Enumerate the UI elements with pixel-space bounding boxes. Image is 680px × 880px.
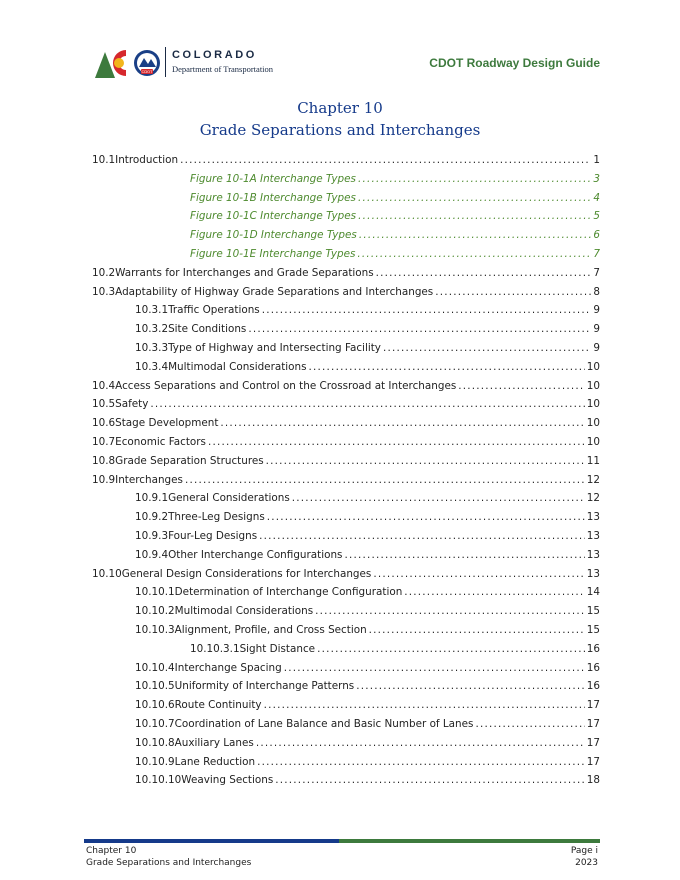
toc-entry-page: 10 bbox=[586, 360, 600, 373]
toc-entry-number: 10.10.3.1 bbox=[190, 642, 240, 655]
toc-entry-title: Lane Reduction bbox=[174, 755, 256, 768]
toc-entry-page: 4 bbox=[593, 191, 600, 204]
toc-entry-page: 10 bbox=[586, 435, 600, 448]
toc-leader-dots bbox=[317, 640, 585, 659]
toc-entry-page: 10 bbox=[586, 417, 600, 430]
footer-left bbox=[86, 845, 251, 869]
toc-entry[interactable] bbox=[92, 414, 600, 433]
toc-entry-number: 10.10.2 bbox=[135, 605, 175, 618]
toc-entry[interactable] bbox=[92, 395, 600, 414]
toc-entry-title: Safety bbox=[115, 398, 149, 411]
toc-entry-number: 10.9.1 bbox=[135, 492, 169, 505]
toc-entry-number: 10.10.5 bbox=[135, 680, 175, 693]
toc-entry-page: 16 bbox=[586, 661, 600, 674]
toc-entry-number: 10.9.2 bbox=[135, 511, 169, 524]
toc-leader-dots bbox=[292, 489, 585, 508]
toc-entry[interactable] bbox=[92, 358, 600, 377]
toc-entry-number: 10.4 bbox=[92, 379, 116, 392]
toc-entry-page: 10 bbox=[586, 398, 600, 411]
toc-entry-number: 10.10.4 bbox=[135, 661, 175, 674]
logo-separator bbox=[165, 47, 166, 77]
toc-entry-title: Interchanges bbox=[115, 473, 183, 486]
toc-entry-title: Warrants for Interchanges and Grade Separations bbox=[115, 266, 374, 279]
toc-entry-title: Auxiliary Lanes bbox=[174, 736, 254, 749]
footer-rule-blue bbox=[84, 839, 339, 843]
toc-entry-number: 10.9.3 bbox=[135, 529, 169, 542]
toc-entry-page: 9 bbox=[593, 304, 600, 317]
toc-entry-title: Determination of Interchange Configuration bbox=[174, 586, 403, 599]
toc-entry[interactable] bbox=[92, 771, 600, 790]
footer-chapter: Chapter 10 bbox=[86, 846, 137, 856]
toc-entry-page: 13 bbox=[586, 529, 600, 542]
toc-entry[interactable] bbox=[92, 471, 600, 490]
guide-title: CDOT Roadway Design Guide bbox=[429, 56, 600, 70]
toc-entry-number: 10.10 bbox=[92, 567, 122, 580]
toc-leader-dots bbox=[475, 715, 584, 734]
toc-leader-dots bbox=[315, 602, 585, 621]
toc-entry[interactable] bbox=[92, 715, 600, 734]
toc-entry[interactable] bbox=[92, 301, 600, 320]
toc-entry[interactable] bbox=[92, 283, 600, 302]
toc-entry-title: General Considerations bbox=[168, 492, 290, 505]
toc-leader-dots bbox=[356, 677, 585, 696]
table-of-contents bbox=[92, 151, 600, 790]
toc-entry-title: Alignment, Profile, and Cross Section bbox=[174, 623, 367, 636]
toc-leader-dots bbox=[358, 170, 591, 189]
toc-entry-page: 15 bbox=[586, 623, 600, 636]
toc-entry-number: 10.2 bbox=[92, 266, 116, 279]
toc-leader-dots bbox=[266, 452, 585, 471]
toc-entry-number: 10.3.4 bbox=[135, 360, 169, 373]
toc-entry[interactable] bbox=[92, 696, 600, 715]
toc-entry-page: 16 bbox=[586, 642, 600, 655]
toc-entry-title: Sight Distance bbox=[239, 642, 316, 655]
toc-entry-title: Weaving Sections bbox=[181, 774, 274, 787]
toc-entry-title: Coordination of Lane Balance and Basic Number of Lanes bbox=[174, 717, 474, 730]
toc-figure-entry[interactable] bbox=[92, 245, 600, 264]
toc-entry-page: 13 bbox=[586, 548, 600, 561]
toc-entry-title: Introduction bbox=[115, 154, 179, 166]
toc-entry-page: 9 bbox=[593, 341, 600, 354]
toc-entry-number: 10.10.3 bbox=[135, 623, 175, 636]
toc-entry-title: Three-Leg Designs bbox=[168, 511, 265, 524]
toc-entry-page: 1 bbox=[593, 154, 600, 166]
toc-entry-number: 10.10.10 bbox=[135, 774, 182, 787]
toc-entry-number: 10.9.4 bbox=[135, 548, 169, 561]
toc-entry[interactable] bbox=[92, 377, 600, 396]
toc-entry-title: Figure 10-1D Interchange Types bbox=[190, 229, 357, 242]
toc-leader-dots bbox=[358, 207, 591, 226]
toc-figure-entry[interactable] bbox=[92, 226, 600, 245]
toc-entry-number: 10.3.1 bbox=[135, 304, 169, 317]
toc-entry[interactable] bbox=[92, 640, 600, 659]
toc-leader-dots bbox=[357, 245, 591, 264]
footer-page-label: Page i bbox=[570, 846, 598, 856]
toc-leader-dots bbox=[264, 696, 585, 715]
toc-entry-number: 10.10.1 bbox=[135, 586, 175, 599]
toc-entry[interactable] bbox=[92, 565, 600, 584]
toc-entry-number: 10.3.3 bbox=[135, 341, 169, 354]
toc-entry-title: Uniformity of Interchange Patterns bbox=[174, 680, 355, 693]
chapter-title: Grade Separations and Interchanges bbox=[199, 121, 481, 139]
toc-leader-dots bbox=[150, 395, 584, 414]
cdot-logo bbox=[95, 44, 295, 82]
toc-entry-title: Economic Factors bbox=[115, 435, 206, 448]
toc-leader-dots bbox=[185, 471, 585, 490]
toc-leader-dots bbox=[404, 583, 584, 602]
toc-entry-page: 15 bbox=[586, 605, 600, 618]
toc-entry-page: 7 bbox=[593, 247, 600, 260]
toc-entry-page: 12 bbox=[586, 473, 600, 486]
toc-entry[interactable] bbox=[92, 659, 600, 678]
toc-figure-entry[interactable] bbox=[92, 207, 600, 226]
toc-leader-dots bbox=[369, 621, 585, 640]
toc-entry-page: 12 bbox=[586, 492, 600, 505]
toc-entry-page: 17 bbox=[586, 736, 600, 749]
logo-text bbox=[172, 49, 273, 74]
toc-entry-page: 14 bbox=[586, 586, 600, 599]
footer-rule-green bbox=[339, 839, 600, 843]
toc-leader-dots bbox=[358, 189, 591, 208]
colorado-logo-icon bbox=[95, 44, 165, 82]
toc-leader-dots bbox=[267, 508, 585, 527]
chapter-number: Chapter 10 bbox=[297, 99, 383, 117]
toc-entry-title: Adaptability of Highway Grade Separations and Interchanges bbox=[115, 285, 434, 298]
toc-entry-number: 10.3.2 bbox=[135, 323, 169, 336]
toc-leader-dots bbox=[259, 527, 585, 546]
toc-entry-number: 10.10.6 bbox=[135, 699, 175, 712]
toc-leader-dots bbox=[376, 264, 592, 283]
toc-entry-title: Traffic Operations bbox=[168, 304, 260, 317]
toc-entry-number: 10.10.8 bbox=[135, 736, 175, 749]
toc-leader-dots bbox=[309, 358, 585, 377]
toc-entry-title: Other Interchange Configurations bbox=[168, 548, 343, 561]
toc-leader-dots bbox=[248, 320, 591, 339]
toc-entry-number: 10.10.7 bbox=[135, 717, 175, 730]
toc-figure-entry[interactable] bbox=[92, 170, 600, 189]
toc-entry-title: General Design Considerations for Interchanges bbox=[121, 567, 372, 580]
toc-entry[interactable] bbox=[92, 339, 600, 358]
toc-entry-number: 10.5 bbox=[92, 398, 116, 411]
toc-entry-number: 10.7 bbox=[92, 435, 116, 448]
toc-leader-dots bbox=[180, 151, 591, 170]
toc-entry-page: 17 bbox=[586, 717, 600, 730]
toc-entry[interactable] bbox=[92, 677, 600, 696]
toc-entry-title: Site Conditions bbox=[168, 323, 247, 336]
toc-entry-title: Figure 10-1A Interchange Types bbox=[190, 172, 356, 185]
toc-entry-page: 13 bbox=[586, 511, 600, 524]
toc-leader-dots bbox=[458, 377, 585, 396]
toc-leader-dots bbox=[359, 226, 592, 245]
page-header bbox=[95, 44, 600, 84]
toc-leader-dots bbox=[208, 433, 585, 452]
footer-rule bbox=[84, 839, 600, 843]
toc-entry-title: Figure 10-1E Interchange Types bbox=[190, 247, 356, 260]
toc-entry-number: 10.9 bbox=[92, 473, 116, 486]
toc-figure-entry[interactable] bbox=[92, 189, 600, 208]
logo-subtitle: Department of Transportation bbox=[172, 64, 274, 74]
toc-entry[interactable] bbox=[92, 320, 600, 339]
toc-entry-page: 18 bbox=[586, 774, 600, 787]
toc-entry-title: Route Continuity bbox=[174, 699, 262, 712]
toc-entry-title: Multimodal Considerations bbox=[174, 605, 314, 618]
toc-leader-dots bbox=[383, 339, 591, 358]
toc-entry[interactable] bbox=[92, 583, 600, 602]
toc-entry-title: Grade Separation Structures bbox=[115, 454, 264, 467]
toc-leader-dots bbox=[435, 283, 591, 302]
toc-entry-title: Stage Development bbox=[115, 417, 219, 430]
toc-entry-page: 17 bbox=[586, 699, 600, 712]
toc-entry-number: 10.10.9 bbox=[135, 755, 175, 768]
toc-entry-title: Multimodal Considerations bbox=[168, 360, 307, 373]
toc-entry-page: 9 bbox=[593, 323, 600, 336]
toc-leader-dots bbox=[373, 565, 584, 584]
toc-entry[interactable] bbox=[92, 734, 600, 753]
footer-year: 2023 bbox=[575, 858, 598, 868]
toc-leader-dots bbox=[284, 659, 585, 678]
toc-entry-page: 17 bbox=[586, 755, 600, 768]
toc-entry-title: Type of Highway and Intersecting Facility bbox=[168, 341, 381, 354]
toc-entry[interactable] bbox=[92, 452, 600, 471]
toc-entry-number: 10.6 bbox=[92, 417, 116, 430]
logo-title: COLORADO bbox=[172, 49, 257, 61]
toc-leader-dots bbox=[257, 753, 585, 772]
footer-right bbox=[571, 845, 598, 869]
logo-badge-text: CDOT bbox=[141, 69, 153, 74]
toc-entry-page: 8 bbox=[593, 285, 600, 298]
toc-entry[interactable] bbox=[92, 433, 600, 452]
toc-entry[interactable] bbox=[92, 489, 600, 508]
toc-entry-page: 7 bbox=[593, 266, 600, 279]
toc-entry[interactable] bbox=[92, 753, 600, 772]
toc-entry-title: Figure 10-1B Interchange Types bbox=[190, 191, 356, 204]
toc-entry-page: 16 bbox=[586, 680, 600, 693]
toc-leader-dots bbox=[262, 301, 592, 320]
toc-entry[interactable] bbox=[92, 546, 600, 565]
footer-chapter-title: Grade Separations and Interchanges bbox=[86, 858, 252, 868]
toc-entry[interactable] bbox=[92, 602, 600, 621]
toc-entry-page: 13 bbox=[586, 567, 600, 580]
toc-entry-number: 10.3 bbox=[92, 285, 116, 298]
toc-entry-number: 10.8 bbox=[92, 454, 116, 467]
toc-entry-title: Access Separations and Control on the Crossroad at Interchanges bbox=[115, 379, 457, 392]
toc-entry-page: 6 bbox=[593, 229, 600, 242]
toc-entry-page: 11 bbox=[586, 454, 600, 467]
toc-entry-page: 10 bbox=[586, 379, 600, 392]
toc-entry[interactable] bbox=[92, 527, 600, 546]
toc-entry[interactable] bbox=[92, 508, 600, 527]
toc-entry-page: 5 bbox=[593, 210, 600, 223]
toc-entry[interactable] bbox=[92, 621, 600, 640]
toc-leader-dots bbox=[220, 414, 584, 433]
toc-entry[interactable] bbox=[92, 151, 600, 170]
toc-entry-page: 3 bbox=[593, 172, 600, 185]
toc-leader-dots bbox=[344, 546, 584, 565]
toc-entry-number: 10.1 bbox=[92, 154, 116, 166]
toc-leader-dots bbox=[275, 771, 585, 790]
toc-leader-dots bbox=[256, 734, 585, 753]
toc-entry-title: Figure 10-1C Interchange Types bbox=[190, 210, 357, 223]
toc-entry-title: Four-Leg Designs bbox=[168, 529, 258, 542]
toc-entry[interactable] bbox=[92, 264, 600, 283]
toc-entry-title: Interchange Spacing bbox=[174, 661, 282, 674]
